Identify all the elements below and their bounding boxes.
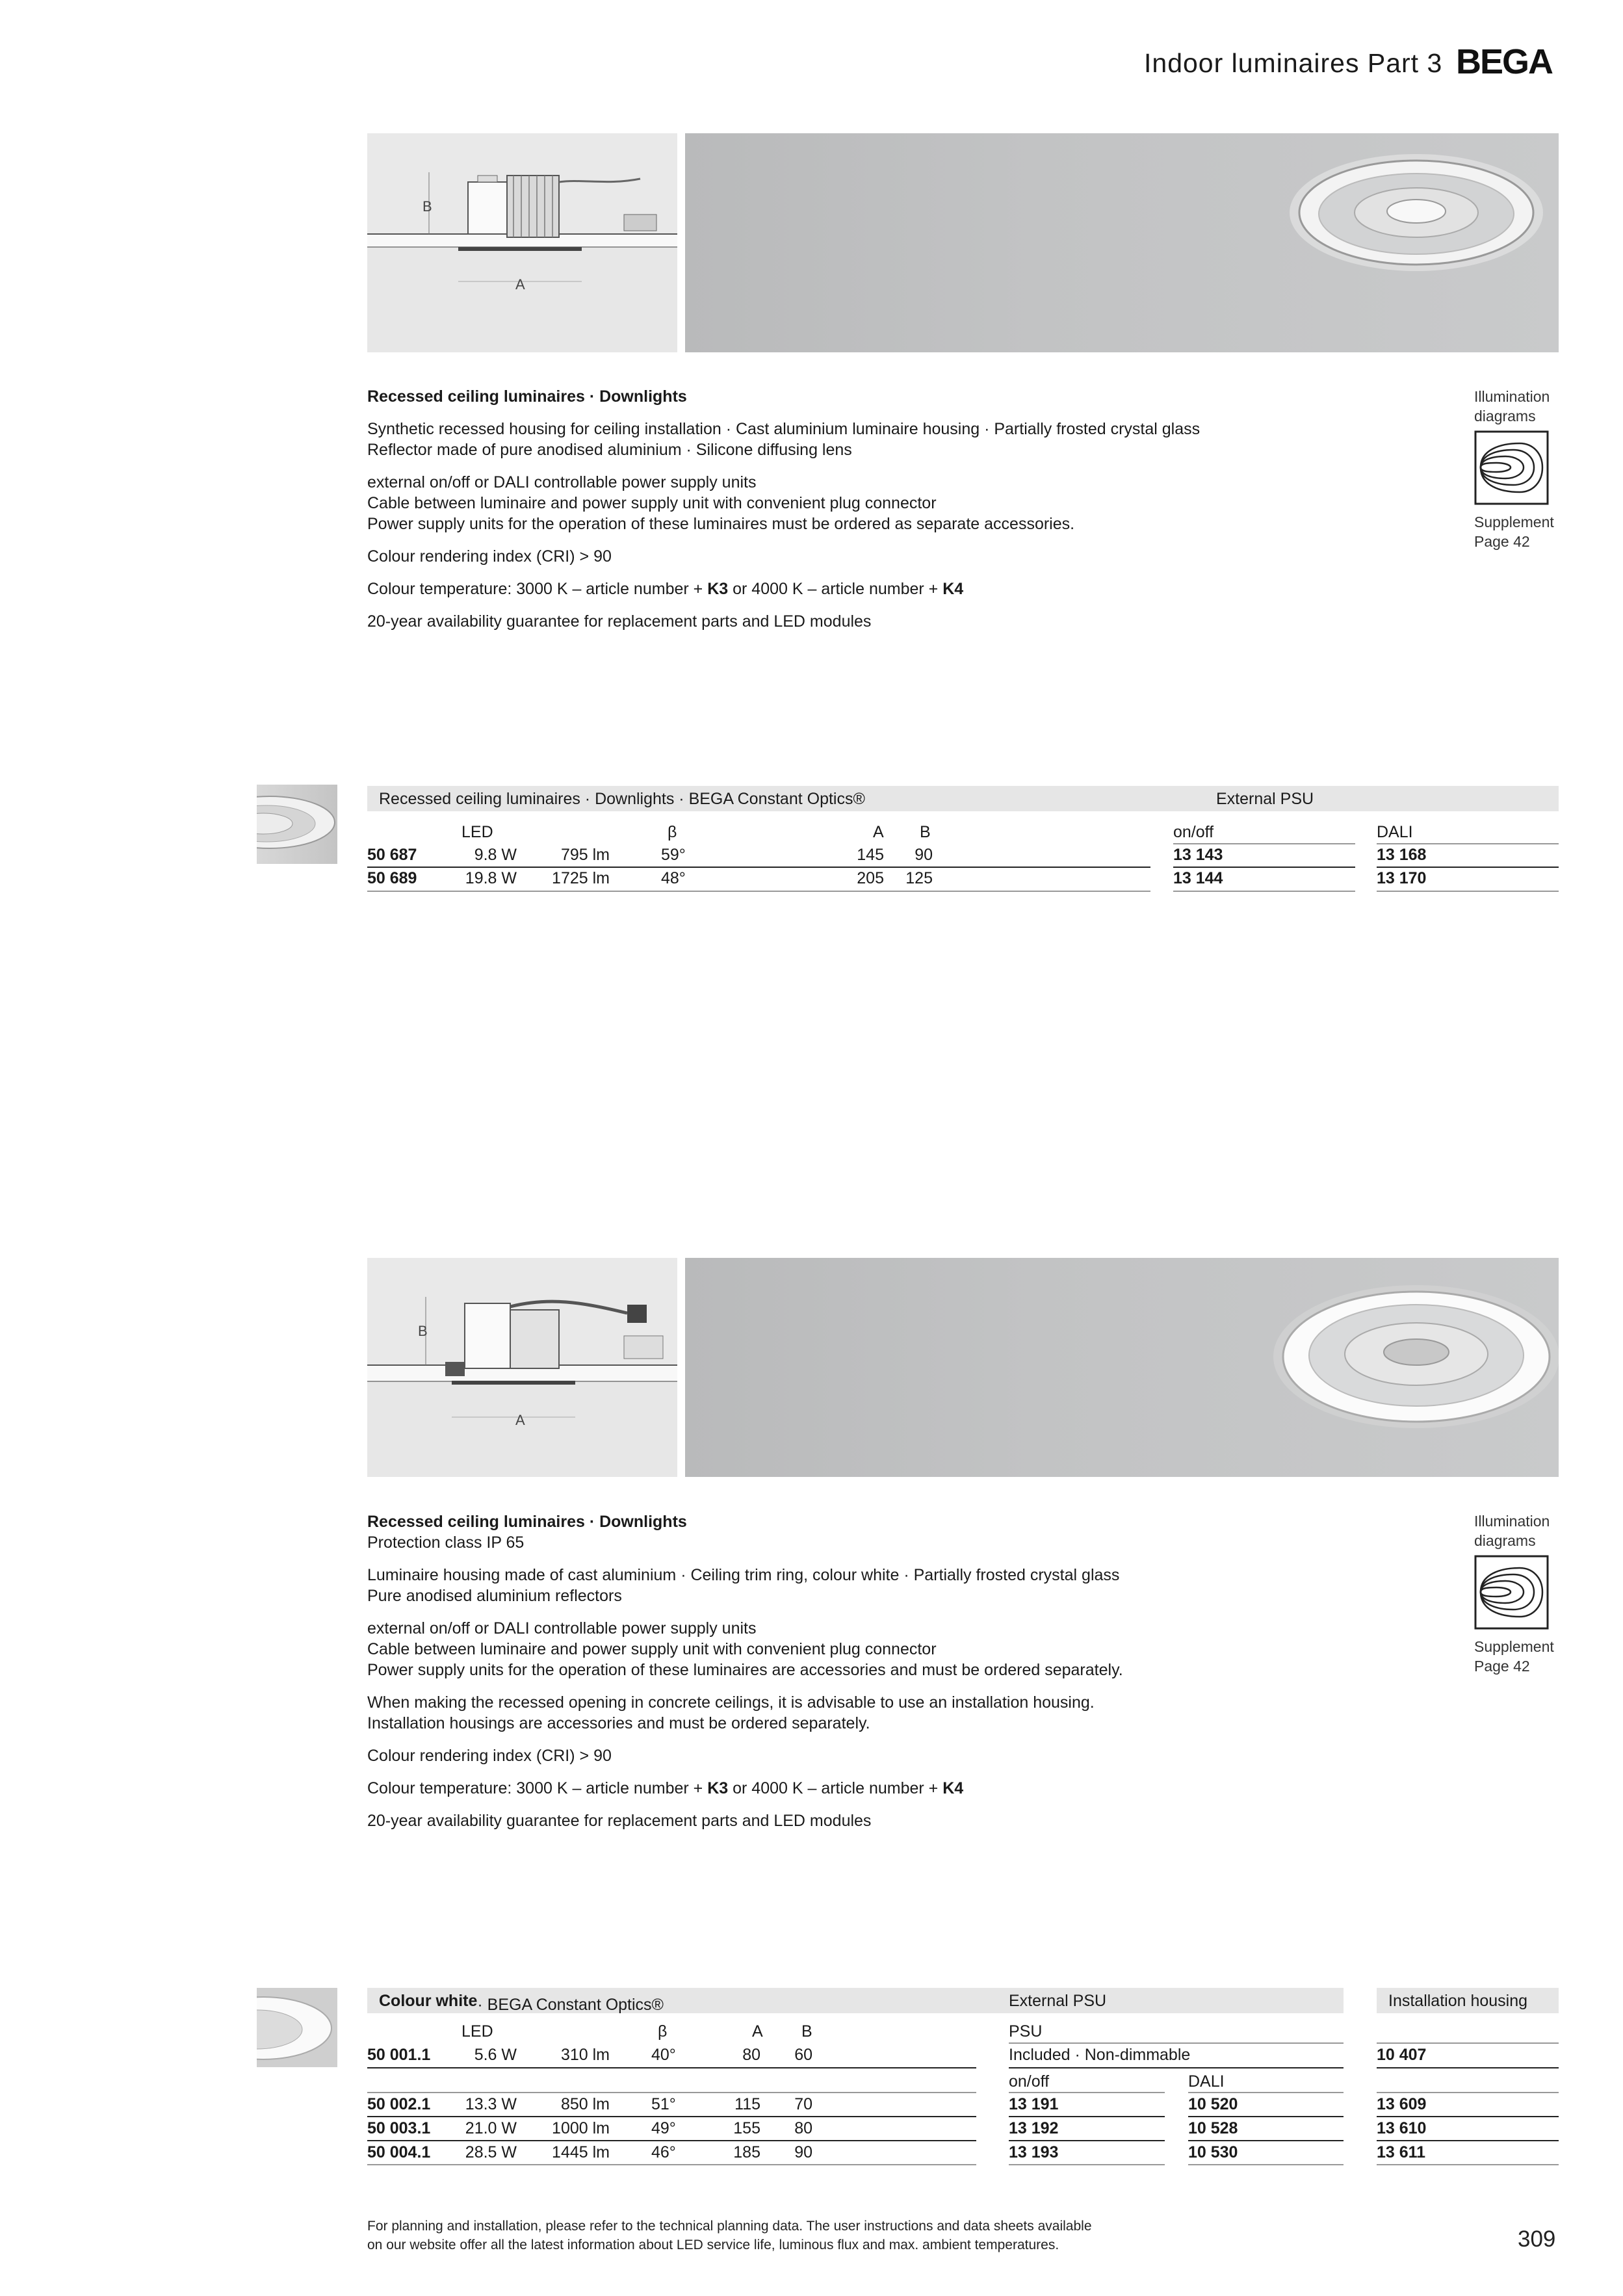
table2-title-rest: · BEGA Constant Optics® <box>477 1996 664 2014</box>
table1-a: 145 <box>857 846 884 864</box>
product2-line: Installation housings are accessories and must be ordered separately. <box>367 1714 870 1732</box>
technical-drawing-1 <box>367 133 677 352</box>
product-thumbnail-1 <box>257 785 337 864</box>
table1-b: 90 <box>915 846 933 864</box>
table1-psu-onoff[interactable]: 13 144 <box>1173 869 1223 887</box>
col-header-led: LED <box>461 823 493 841</box>
table2-b: 90 <box>794 2143 812 2161</box>
table1-beta: 48° <box>661 869 686 887</box>
table2-psu-onoff[interactable]: 13 192 <box>1009 2119 1059 2137</box>
table2-housing-number[interactable]: 13 611 <box>1377 2143 1426 2161</box>
table2-b: 60 <box>794 2046 812 2064</box>
table1-watt: 19.8 W <box>465 869 517 887</box>
product2-line: Power supply units for the operation of these luminaires are accessories and must be ordered separately. <box>367 1661 1123 1679</box>
product2-line: external on/off or DALI controllable power supply units <box>367 1619 757 1637</box>
recessed-housing-drawing <box>367 133 677 352</box>
col-header-beta: β <box>658 2022 668 2041</box>
table1-psu-dali[interactable]: 13 168 <box>1377 846 1427 864</box>
table2-b: 70 <box>794 2095 812 2113</box>
product1-line: Power supply units for the operation of these luminaires must be ordered as separate accessories. <box>367 515 1075 533</box>
footer-note-line: on our website offer all the latest information about LED service life, luminous flux and max. ambient temperatures. <box>367 2237 1059 2252</box>
colour-temp-prefix: Colour temperature: 3000 K – article number + <box>367 1779 708 1797</box>
col-header-b: B <box>801 2022 812 2041</box>
table2-beta: 46° <box>651 2143 676 2161</box>
table2-b: 80 <box>794 2119 812 2137</box>
table1-article-number[interactable]: 50 689 <box>367 869 417 887</box>
technical-drawing-2 <box>367 1258 677 1477</box>
table2-beta: 49° <box>651 2119 676 2137</box>
product2-line: Luminaire housing made of cast aluminium · Ceiling trim ring, colour white · Partially frosted crystal glass <box>367 1566 1120 1584</box>
table2-lumen: 850 lm <box>560 2095 610 2113</box>
table2-article-number[interactable]: 50 004.1 <box>367 2143 431 2161</box>
table2-housing-number[interactable]: 10 407 <box>1377 2046 1427 2064</box>
table2-housing-number[interactable]: 13 609 <box>1377 2095 1427 2113</box>
table2-psu-dali[interactable]: 10 528 <box>1188 2119 1238 2137</box>
dimension-b-label: B <box>418 1323 428 1339</box>
product2-line: 20-year availability guarantee for replacement parts and LED modules <box>367 1812 872 1830</box>
product-photo-1 <box>685 133 1559 352</box>
table2-title <box>379 1992 664 2014</box>
table2-lumen: 310 lm <box>560 2046 610 2064</box>
table2-housing-title: Installation housing <box>1388 1992 1528 2010</box>
table1-article-number[interactable]: 50 687 <box>367 846 417 864</box>
table2-housing-number[interactable]: 13 610 <box>1377 2119 1427 2137</box>
dimension-b-label: B <box>422 198 432 215</box>
col-header-a: A <box>752 2022 763 2041</box>
supplement-label: Supplement <box>1474 1638 1554 1655</box>
product1-line: external on/off or DALI controllable power supply units <box>367 473 757 491</box>
table2-psu-included: Included · Non-dimmable <box>1009 2046 1191 2064</box>
table2-watt: 13.3 W <box>465 2095 517 2113</box>
col-header-psu: PSU <box>1009 2022 1043 2041</box>
page-header-title: Indoor luminaires Part 3 <box>1144 48 1443 78</box>
product2-heading: Recessed ceiling luminaires · Downlights <box>367 1513 687 1531</box>
table2-article-number[interactable]: 50 001.1 <box>367 2046 431 2064</box>
table1-watt: 9.8 W <box>474 846 517 864</box>
col-header-b: B <box>920 823 931 841</box>
k4-code: K4 <box>942 580 964 598</box>
col-header-onoff: on/off <box>1173 823 1214 841</box>
product-photo-2 <box>685 1258 1559 1477</box>
product2-line: Colour rendering index (CRI) > 90 <box>367 1747 612 1765</box>
product1-line: Reflector made of pure anodised aluminium · Silicone diffusing lens <box>367 441 852 459</box>
table1-lumen: 795 lm <box>560 846 610 864</box>
table1-title: Recessed ceiling luminaires · Downlights · BEGA Constant Optics® <box>379 790 865 808</box>
supplement-page[interactable]: Page 42 <box>1474 533 1530 550</box>
table2-a: 115 <box>734 2095 760 2113</box>
table2-watt: 21.0 W <box>465 2119 517 2137</box>
table2-article-number[interactable]: 50 003.1 <box>367 2119 431 2137</box>
product1-line: Synthetic recessed housing for ceiling installation · Cast aluminium luminaire housing · Partially frosted crystal glass <box>367 420 1201 438</box>
table2-a: 80 <box>742 2046 760 2064</box>
product2-line: Pure anodised aluminium reflectors <box>367 1587 622 1605</box>
table2-a: 155 <box>733 2119 760 2137</box>
table2-lumen: 1000 lm <box>552 2119 610 2137</box>
col-header-led: LED <box>461 2022 493 2041</box>
col-header-beta: β <box>668 823 677 841</box>
product1-colour-temperature <box>367 579 963 599</box>
illumination-diagram-icon[interactable] <box>1474 430 1549 505</box>
table2-psu-title: External PSU <box>1009 1992 1107 2010</box>
colour-temp-mid: or 4000 K – article number + <box>728 580 943 598</box>
dimension-a-label: A <box>515 1412 525 1428</box>
downlight-white-photo-graphic <box>685 1258 1559 1477</box>
table2-psu-onoff[interactable]: 13 193 <box>1009 2143 1059 2161</box>
table1-lumen: 1725 lm <box>552 869 610 887</box>
product2-line: Protection class IP 65 <box>367 1533 525 1552</box>
colour-temp-prefix: Colour temperature: 3000 K – article number + <box>367 580 708 598</box>
dimension-a-label: A <box>515 276 525 293</box>
product2-line: Cable between luminaire and power supply unit with convenient plug connector <box>367 1640 937 1658</box>
table2-housing-bar <box>1377 1988 1559 2013</box>
table2-watt: 5.6 W <box>474 2046 517 2064</box>
table1-psu-dali[interactable]: 13 170 <box>1377 869 1427 887</box>
illumination-diagrams-label: diagrams <box>1474 408 1536 424</box>
k3-code: K3 <box>707 580 729 598</box>
table2-header-bar <box>367 1988 1344 2013</box>
downlight-photo-graphic <box>685 133 1559 352</box>
product1-heading: Recessed ceiling luminaires · Downlights <box>367 387 687 406</box>
page-number: 309 <box>1518 2226 1556 2252</box>
footer-note-line: For planning and installation, please refer to the technical planning data. The user instructions and data sheets available <box>367 2219 1092 2234</box>
product1-line: 20-year availability guarantee for replacement parts and LED modules <box>367 612 872 631</box>
product1-line: Cable between luminaire and power supply unit with convenient plug connector <box>367 494 937 512</box>
product2-colour-temperature <box>367 1778 963 1799</box>
table1-psu-onoff[interactable]: 13 143 <box>1173 846 1223 864</box>
col-header-a: A <box>873 823 884 841</box>
table2-article-number[interactable]: 50 002.1 <box>367 2095 431 2113</box>
table2-beta: 51° <box>651 2095 676 2113</box>
illumination-diagrams-label: diagrams <box>1474 1532 1536 1549</box>
table1-header-bar <box>367 786 1559 811</box>
k4-code: K4 <box>942 1779 964 1797</box>
table1-psu-title: External PSU <box>1216 790 1314 808</box>
supplement-page[interactable]: Page 42 <box>1474 1658 1530 1675</box>
product2-line: When making the recessed opening in concrete ceilings, it is advisable to use an installation housing. <box>367 1693 1095 1712</box>
table2-lumen: 1445 lm <box>552 2143 610 2161</box>
table1-beta: 59° <box>661 846 686 864</box>
illumination-diagrams-label: Illumination <box>1474 1513 1550 1530</box>
table2-a: 185 <box>733 2143 760 2161</box>
table1-a: 205 <box>857 869 884 887</box>
product1-line: Colour rendering index (CRI) > 90 <box>367 547 612 566</box>
supplement-label: Supplement <box>1474 514 1554 530</box>
ip65-housing-drawing <box>367 1258 677 1477</box>
table2-psu-onoff[interactable]: 13 191 <box>1009 2095 1059 2113</box>
k3-code: K3 <box>707 1779 729 1797</box>
col-header-dali: DALI <box>1377 823 1413 841</box>
col-header-dali: DALI <box>1188 2072 1225 2091</box>
table2-watt: 28.5 W <box>465 2143 517 2161</box>
bega-logo: BEGA <box>1456 42 1553 81</box>
product-thumbnail-2 <box>257 1988 337 2067</box>
col-header-onoff: on/off <box>1009 2072 1050 2091</box>
table2-title-bold: Colour white <box>379 1992 478 2010</box>
table2-psu-dali[interactable]: 10 530 <box>1188 2143 1238 2161</box>
table1-b: 125 <box>905 869 933 887</box>
illumination-diagram-icon[interactable] <box>1474 1555 1549 1630</box>
table2-psu-dali[interactable]: 10 520 <box>1188 2095 1238 2113</box>
illumination-diagrams-label: Illumination <box>1474 388 1550 405</box>
colour-temp-mid: or 4000 K – article number + <box>728 1779 943 1797</box>
table2-beta: 40° <box>651 2046 676 2064</box>
